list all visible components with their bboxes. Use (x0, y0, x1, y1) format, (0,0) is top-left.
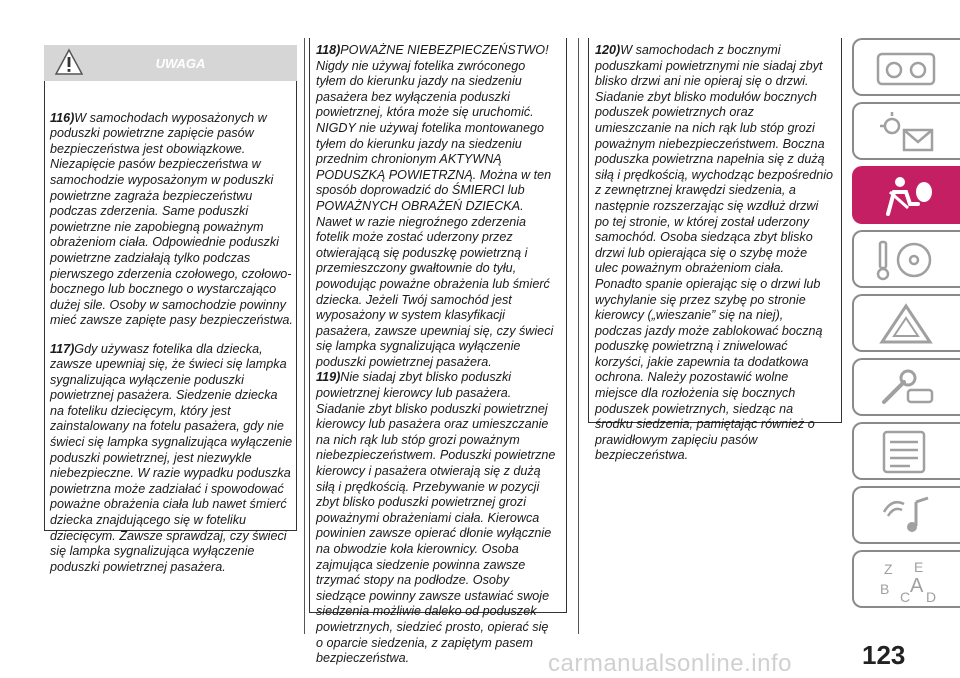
chapter-tab-multimedia[interactable] (852, 486, 960, 544)
warning-lights-icon (874, 110, 938, 154)
svg-text:Z: Z (884, 561, 893, 577)
svg-text:E: E (914, 559, 924, 575)
warning-header (44, 45, 297, 81)
svg-text:A: A (910, 575, 924, 597)
page-number: 123 (862, 640, 906, 670)
chapter-tab-index[interactable] (852, 550, 960, 608)
warning-title: UWAGA (155, 56, 206, 71)
svg-text:B: B (880, 581, 890, 597)
column-divider (578, 38, 579, 634)
wrench-car-icon (874, 366, 938, 410)
chapter-tab-starting[interactable] (852, 230, 960, 288)
warning-triangle-icon (874, 302, 938, 346)
chapter-tab-emergency[interactable] (852, 294, 960, 352)
chapter-tab-maintenance[interactable] (852, 358, 960, 416)
column-divider (304, 38, 305, 634)
watermark: carmanualsonline.info (548, 650, 792, 677)
multimedia-icon (874, 494, 938, 538)
column-1-text (50, 98, 293, 588)
note-119: 119)Nie siadaj zbyt blisko poduszki powietrznej kierowcy lub pasażera. Siadanie zbyt blisko poduszki powietrznej kierowcy lub pasażera oraz umieszczanie na nich rąk lub stóp grozi poważnym niebezpieczeństwem. Poduszki powietrzne kierowcy i pasażera otwierają się z dużą siłą i prędkością. Przebywanie w pozycji zbyt blisko poduszki powietrznej grozi poważnymi obrażeniami ciała. Kierowca powinien zawsze opierać dłonie wyłącznie na obwodzie koła kierownicy. Osoba zajmująca siedzenie powinna zawsze trzymać stopy na podłodze. Osoby siedzące powinny zawsze ustawiać swoje siedzenia możliwie daleko od poduszek powietrznych, siedzieć prosto, opierać się o oparcie siedzenia, z zapiętym pasem bezpieczeństwa. (316, 370, 556, 666)
alphabet-index-icon (874, 558, 938, 606)
car-dashboard-icon (874, 46, 938, 90)
chapter-tab-dashboard[interactable] (852, 38, 960, 96)
svg-text:D: D (926, 589, 937, 605)
chapter-tab-specs[interactable] (852, 422, 960, 480)
chapter-tab-safety[interactable] (852, 166, 960, 224)
note-117: 117)Gdy używasz fotelika dla dziecka, zawsze upewniaj się, że świeci się lampka sygnalizująca wyłączenie poduszki powietrznej pasażera. Siedzenie dziecka na foteliku dziecięcym, który jest zainstalowany na fotelu pasażera, gdy nie świeci się lampka sygnalizująca wyłączenie poduszki powietrznej, jest niezwykle niebezpieczne. W razie wypadku poduszka powietrzna może zadziałać i spowodować poważne obrażenia ciała lub nawet śmierć dziecka znajdującego się w foteliku dziecięcym. Zawsze sprawdzaj, czy świeci się lampka sygnalizująca wyłączenie poduszki powietrznej pasażera. (50, 341, 293, 574)
seatbelt-airbag-icon (874, 174, 938, 218)
column-3-text (588, 38, 842, 463)
note-116: 116)W samochodach wyposażonych w poduszki powietrzne zapięcie pasów bezpieczeństwa jest obowiązkowe. Niezapięcie pasów bezpieczeństwa w samochodzie wyposażonym w poduszki powietrzne zagraża bezpieczeństwu podczas zderzenia. Same poduszki powietrzne nie zapobiegną poważnym obrażeniom ciała. Odpowiednie poduszki powietrzne zadziałają tylko podczas pierwszego zderzenia czołowego, czołowo-bocznego lub bocznego o wystarczająco dużej sile. Osoby w samochodzie powinny mieć zawsze zapięte pasy bezpieczeństwa. (50, 110, 293, 328)
chapter-tab-warning-lights[interactable] (852, 102, 960, 160)
specs-list-icon (874, 430, 938, 474)
svg-text:C: C (900, 589, 911, 605)
note-120: 120)W samochodach z bocznymi poduszkami powietrznymi nie siadaj zbyt blisko drzwi ani nie opieraj się o drzwi. Siadanie zbyt blisko modułów bocznych poduszek powietrznych oraz umieszczanie na nich rąk lub stóp grozi poważnym niebezpieczeństwem. Boczna poduszka powietrzna napełnia się z dużą siłą i prędkością, wychodząc bezpośrednio z zewnętrznej krawędzi siedzenia, a następnie rozszerzając się wzdłuż drzwi po tej stronie, w której został uderzony samochód. Osoba siedząca zbyt blisko drzwi lub opierająca się o szybę może ulec poważnym obrażeniom ciała. Ponadto spanie opierając się o drzwi lub wychylanie się przez szybę po stronie kierowcy („wieszanie” się na niej), podczas jazdy może zablokować boczną poduszkę powietrzną i zniwelować korzyści, jakie zapewnia ta dodatkowa ochrona. Należy pozostawić wolne miejsce dla rozłożenia się bocznych poduszek powietrznych, siedząc na środku siedzenia, pamiętając również o prawidłowym zapięciu pasów bezpieczeństwa. (595, 43, 834, 463)
note-118: 118)POWAŻNE NIEBEZPIECZEŃSTWO! Nigdy nie używaj fotelika zwróconego tyłem do kierunku jazdy na siedzeniu pasażera bez wyłączenia poduszki powietrznej, która może się uruchomić. NIGDY nie używaj fotelika montowanego tyłem do kierunku jazdy na siedzeniu przednim chronionym AKTYWNĄ PODUSZKĄ POWIETRZNĄ. Można w ten sposób doprowadzić do ŚMIERCI lub POWAŻNYCH OBRAŻEŃ DZIECKA. Nawet w razie niegroźnego zderzenia fotelik może zostać uderzony przez otwierającą się poduszkę powietrzną i przemieszczony gwałtownie do tyłu, powodując poważne obrażenia lub śmierć dziecka. Jeżeli Twój samochód jest wyposażony w system klasyfikacji pasażera, zawsze upewniaj się, czy świeci się lampka sygnalizująca wyłączenie poduszki powietrznej pasażera. (316, 43, 554, 369)
key-steering-icon (874, 238, 938, 282)
column-2-text (309, 38, 567, 666)
